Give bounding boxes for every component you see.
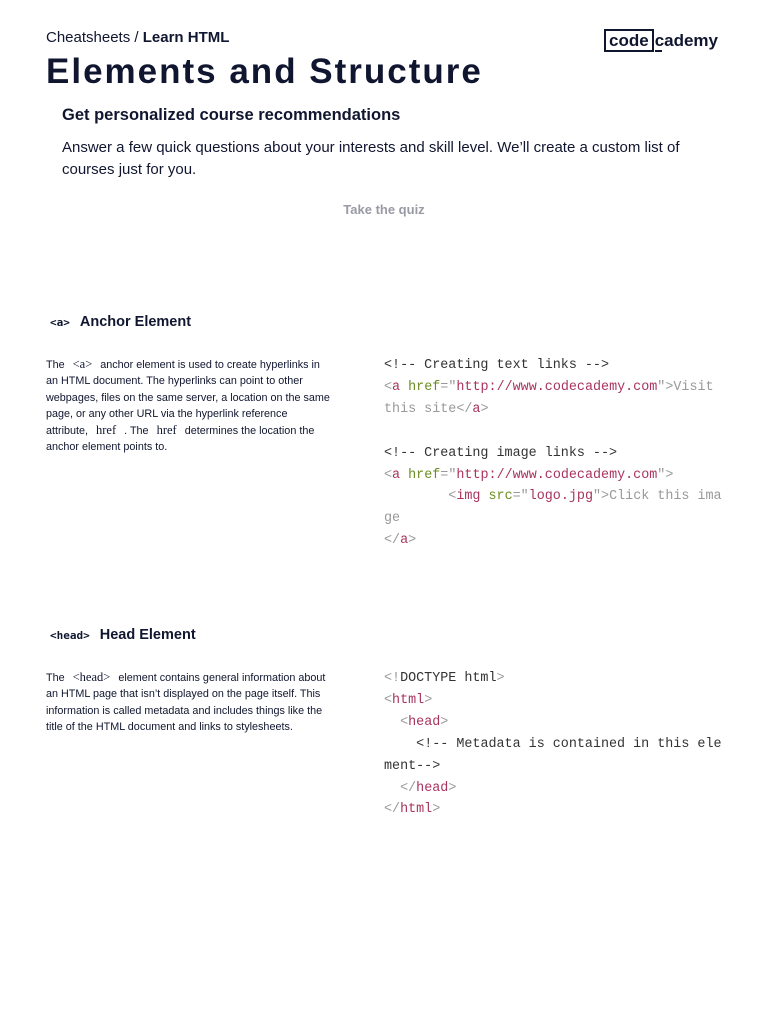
codecademy-logo[interactable]	[604, 29, 718, 52]
code-punct: >	[424, 692, 433, 708]
code-attr: href	[408, 379, 441, 395]
code-comment: <!-- Metadata is contained in this element-->	[384, 736, 722, 774]
take-quiz-button[interactable]: Take the quiz	[343, 202, 425, 217]
code-doctype: DOCTYPE html	[400, 671, 497, 686]
code-punct: "	[593, 489, 602, 505]
section-title-head-text: Head Element	[99, 627, 196, 643]
code-tag: html	[392, 692, 425, 708]
code-punct: <	[384, 692, 393, 708]
code-text: Click this image	[384, 489, 722, 527]
code-indent	[384, 737, 416, 752]
desc-text: The	[46, 672, 65, 684]
code-punct: >	[601, 489, 610, 505]
code-punct: "	[448, 467, 457, 483]
breadcrumb	[46, 29, 229, 46]
code-punct: <	[400, 714, 409, 730]
code-comment: <!-- Creating image links -->	[384, 445, 618, 461]
head-code-block	[384, 668, 729, 821]
code-punct: =	[440, 467, 449, 483]
code-tag: a	[392, 379, 401, 395]
code-punct: =	[512, 489, 521, 505]
logo-box-text: code	[604, 29, 654, 52]
anchor-description	[46, 356, 331, 456]
code-punct: "	[657, 467, 666, 483]
code-punct: >	[480, 401, 489, 417]
code-indent	[384, 781, 400, 796]
code-punct: </	[384, 533, 401, 549]
code-tag: a	[400, 533, 409, 549]
code-tag: head	[408, 714, 441, 730]
code-tag: a	[392, 467, 401, 483]
code-text: Visit this site	[384, 379, 722, 417]
code-punct: >	[665, 467, 674, 483]
anchor-code-block	[384, 355, 729, 552]
section-title-anchor	[50, 314, 191, 330]
code-comment: <!-- Creating text links -->	[384, 358, 609, 373]
section-tag-anchor: <a>	[50, 316, 70, 329]
code-string: http://www.codecademy.com	[456, 379, 658, 395]
desc-text: The	[46, 359, 65, 371]
code-punct: <	[384, 467, 393, 483]
code-punct: >	[440, 714, 449, 730]
code-tag: a	[472, 401, 481, 417]
code-punct: >	[448, 780, 457, 796]
code-indent	[384, 489, 448, 504]
code-string: logo.jpg	[528, 489, 593, 505]
desc-text: . The	[124, 425, 149, 438]
inline-code: href	[96, 423, 117, 438]
code-punct: >	[665, 379, 674, 395]
code-punct: "	[520, 489, 529, 505]
code-attr: href	[408, 467, 441, 483]
code-punct: <	[384, 379, 393, 395]
promo-heading: Get personalized course recommendations	[62, 106, 401, 124]
code-tag: head	[416, 780, 449, 796]
code-punct: </	[400, 780, 417, 796]
inline-code: <a>	[72, 357, 93, 371]
inline-code: <head>	[72, 670, 111, 684]
head-description	[46, 669, 331, 735]
code-tag: html	[400, 802, 433, 818]
code-tag: img	[456, 489, 481, 505]
promo-text: Answer a few quick questions about your interests and skill level. We’ll create a custom list of courses just for you.	[62, 139, 680, 178]
code-punct: "	[657, 379, 666, 395]
code-attr: src	[488, 489, 513, 505]
code-punct: </	[456, 401, 473, 417]
breadcrumb-separator: /	[134, 29, 139, 46]
code-punct: </	[384, 802, 401, 818]
code-punct: <!	[384, 671, 401, 686]
section-tag-head: <head>	[50, 629, 90, 642]
inline-code: href	[156, 423, 177, 438]
desc-text: element contains general information about an HTML page that isn’t displayed on the page itself. This information is called metadata and includes things like the title of the HTML document and links to stylesheets.	[46, 672, 326, 733]
code-punct: =	[440, 379, 449, 395]
logo-rest-text: cademy	[654, 31, 719, 50]
desc-text: determines the location the anchor element points to.	[46, 425, 315, 454]
code-string: http://www.codecademy.com	[456, 467, 658, 483]
desc-text: anchor element is used to create hyperlinks in an HTML document. The hyperlinks can point to other webpages, files on the same server, a location on the same page, or any other URL via the hyperlink reference attribute,	[46, 359, 330, 438]
section-title-anchor-text: Anchor Element	[79, 314, 192, 330]
section-title-head	[50, 627, 196, 643]
code-punct: "	[448, 379, 457, 395]
code-punct: >	[432, 802, 441, 818]
code-punct: >	[496, 671, 505, 686]
breadcrumb-parent-link[interactable]: Cheatsheets	[46, 29, 131, 46]
code-indent	[384, 715, 400, 730]
page-title: Elements and Structure	[46, 52, 483, 91]
code-punct: <	[448, 489, 457, 505]
breadcrumb-current: Learn HTML	[142, 29, 230, 46]
code-punct: >	[408, 533, 417, 549]
